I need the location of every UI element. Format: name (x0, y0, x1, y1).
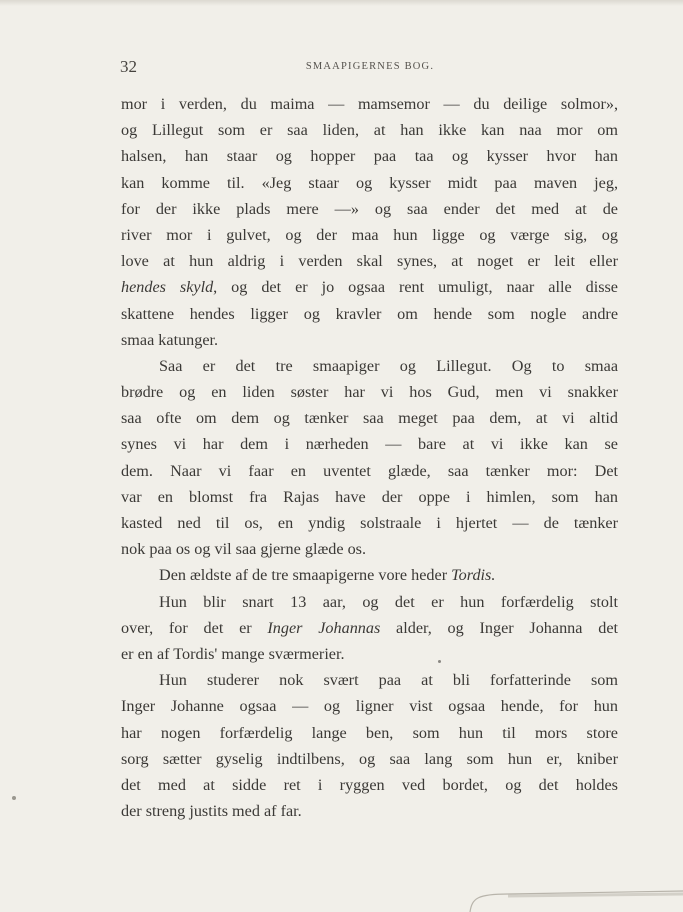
text-run: Hun blir snart 13 aar, og det er hun forfærdelig stolt (159, 592, 618, 611)
page-number: 32 (120, 57, 137, 76)
text-run: kasted ned til os, en yndig solstraale i hjertet — de tænker (121, 514, 618, 532)
paper-speck (438, 660, 441, 663)
text-run: Inger Johanne ogsaa — og ligner vist ogsaa hende, for hun (121, 697, 618, 716)
text-line (121, 746, 618, 772)
page-edge-shadow (0, 0, 683, 6)
text-run: Saa er det tre smaapiger og Lillegut. Og to smaa (159, 356, 618, 375)
text-run: love at hun aldrig i verden skal synes, at noget er leit eller (121, 252, 618, 271)
text-run: der streng justits med af far. (121, 802, 302, 821)
text-line (121, 589, 618, 615)
text-run: skattene hendes ligger og kravler om hende som nogle andre (121, 304, 618, 323)
text-line (121, 143, 618, 169)
text-line (121, 431, 618, 457)
text-line (121, 301, 618, 327)
text-run: dem. Naar vi faar en uventet glæde, saa tænker mor: Det (121, 461, 618, 480)
text-run: og Lillegut som er saa liden, at han ikke kan naa mor om (121, 121, 618, 140)
italic-text: hendes skyld (121, 278, 214, 297)
text-line (121, 405, 618, 431)
text-run: for der ikke plads mere —» og saa ender det med at de (121, 199, 618, 218)
text-line (121, 484, 618, 510)
text-run: saa ofte om dem og tænker saa meget paa dem, at vi altid (121, 409, 618, 428)
italic-text: Tordis. (451, 566, 496, 585)
text-run: Den ældste af de tre smaapigerne vore heder (159, 566, 452, 585)
text-run: har nogen forfærdelig lange ben, som hun til mors store (121, 723, 618, 742)
text-line (121, 91, 618, 117)
text-line (121, 117, 618, 143)
text-line (121, 327, 618, 353)
text-run: over, for det er (121, 618, 268, 637)
text-line (121, 274, 618, 300)
text-run: alder, og Inger Johanna det (380, 618, 618, 637)
text-line (121, 772, 618, 798)
text-line (121, 379, 618, 405)
text-line (121, 248, 618, 274)
text-run: Hun studerer nok svært paa at bli forfatterinde som (159, 671, 618, 690)
text-line (121, 562, 618, 588)
page-header (120, 57, 620, 77)
text-line (121, 353, 618, 379)
text-line (121, 222, 618, 248)
text-line (121, 615, 618, 641)
text-run: halsen, han staar og hopper paa taa og kysser hvor han (121, 147, 618, 166)
text-line (121, 170, 618, 196)
text-run: kan komme til. «Jeg staar og kysser midt paa maven jeg, (121, 173, 618, 192)
text-line (121, 720, 618, 746)
text-run: , og det er jo ogsaa rent umuligt, naar alle disse (213, 278, 618, 297)
running-head: SMAAPIGERNES BOG. (305, 61, 435, 72)
text-run: synes vi har dem i nærheden — bare at vi ikke kan se (121, 435, 618, 454)
text-line (121, 798, 618, 824)
text-run: smaa katunger. (121, 330, 219, 349)
text-line (121, 536, 618, 562)
text-run: er en af Tordis' mange sværmerier. (121, 644, 345, 663)
page-corner-crease (468, 884, 683, 912)
text-line (121, 667, 618, 693)
text-line (121, 196, 618, 222)
text-line (121, 641, 618, 667)
text-line (121, 458, 618, 484)
text-run: mor i verden, du maima — mamsemor — du deilige solmor», (121, 95, 618, 113)
italic-text: Inger Johannas (267, 618, 381, 637)
paper-speck (12, 796, 16, 800)
text-run: det med at sidde ret i ryggen ved bordet, og det holdes (121, 775, 618, 794)
text-run: brødre og en liden søster har vi hos Gud, men vi snakker (121, 383, 618, 402)
text-run: var en blomst fra Rajas have der oppe i himlen, som han (121, 487, 618, 506)
text-run: nok paa os og vil saa gjerne glæde os. (121, 540, 367, 559)
text-run: river mor i gulvet, og der maa hun ligge og værge sig, og (121, 225, 618, 244)
text-run: sorg sætter gyselig indtilbens, og saa lang som hun er, kniber (121, 749, 618, 768)
text-line (121, 510, 618, 536)
body-text (121, 91, 618, 824)
text-line (121, 693, 618, 719)
